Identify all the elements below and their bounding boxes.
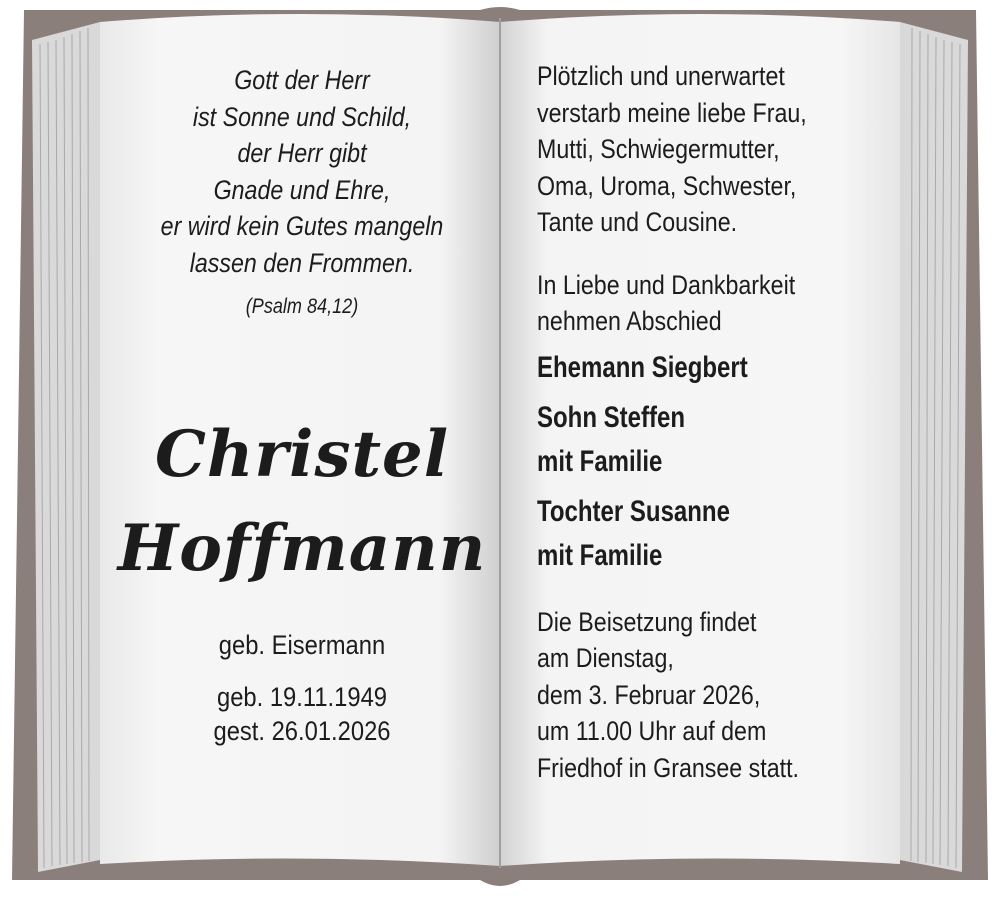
last-name: Hoffmann xyxy=(117,511,487,586)
verse-line: der Herr gibt xyxy=(237,138,367,168)
verse-line: er wird kein Gutes mangeln xyxy=(160,211,444,241)
verse-line: ist Sonne und Schild, xyxy=(192,101,412,132)
left-page-content xyxy=(110,62,494,319)
deceased-name xyxy=(110,408,494,596)
mourner-daughter: Tochter Susanne xyxy=(537,494,730,528)
farewell-line: In Liebe und Dankbarkeit xyxy=(537,269,796,300)
mourner-husband: Ehemann Siegbert xyxy=(537,350,748,384)
verse-line: lassen den Frommen. xyxy=(189,247,415,278)
announcement-line: Plötzlich und unerwartet xyxy=(537,61,785,91)
death-date: gest. 26.01.2026 xyxy=(213,716,391,746)
maiden-name: geb. Eisermann xyxy=(218,630,386,660)
life-dates xyxy=(110,628,494,748)
verse-line: Gnade und Ehre, xyxy=(213,174,391,205)
funeral-line: um 11.00 Uhr auf dem xyxy=(537,716,767,746)
mourner-daughter-family: mit Familie xyxy=(537,538,663,572)
mourner-son-family: mit Familie xyxy=(537,444,663,478)
announcement-line: Tante und Cousine. xyxy=(537,207,738,237)
farewell-line: nehmen Abschied xyxy=(537,306,722,336)
funeral-line: Friedhof in Gransee statt. xyxy=(537,752,800,783)
funeral-line: Die Beisetzung findet xyxy=(537,606,757,637)
announcement-line: Mutti, Schwiegermutter, xyxy=(537,134,780,164)
announcement-line: Oma, Uroma, Schwester, xyxy=(537,170,797,201)
right-page-content xyxy=(537,58,897,786)
psalm-reference: (Psalm 84,12) xyxy=(245,295,359,318)
mourner-son: Sohn Steffen xyxy=(537,400,685,434)
birth-date: geb. 19.11.1949 xyxy=(216,682,388,712)
announcement-line: verstarb meine liebe Frau, xyxy=(537,97,807,128)
funeral-line: dem 3. Februar 2026, xyxy=(537,679,761,710)
verse-line: Gott der Herr xyxy=(234,65,370,95)
first-name: Christel xyxy=(154,417,450,492)
funeral-line: am Dienstag, xyxy=(537,643,674,673)
